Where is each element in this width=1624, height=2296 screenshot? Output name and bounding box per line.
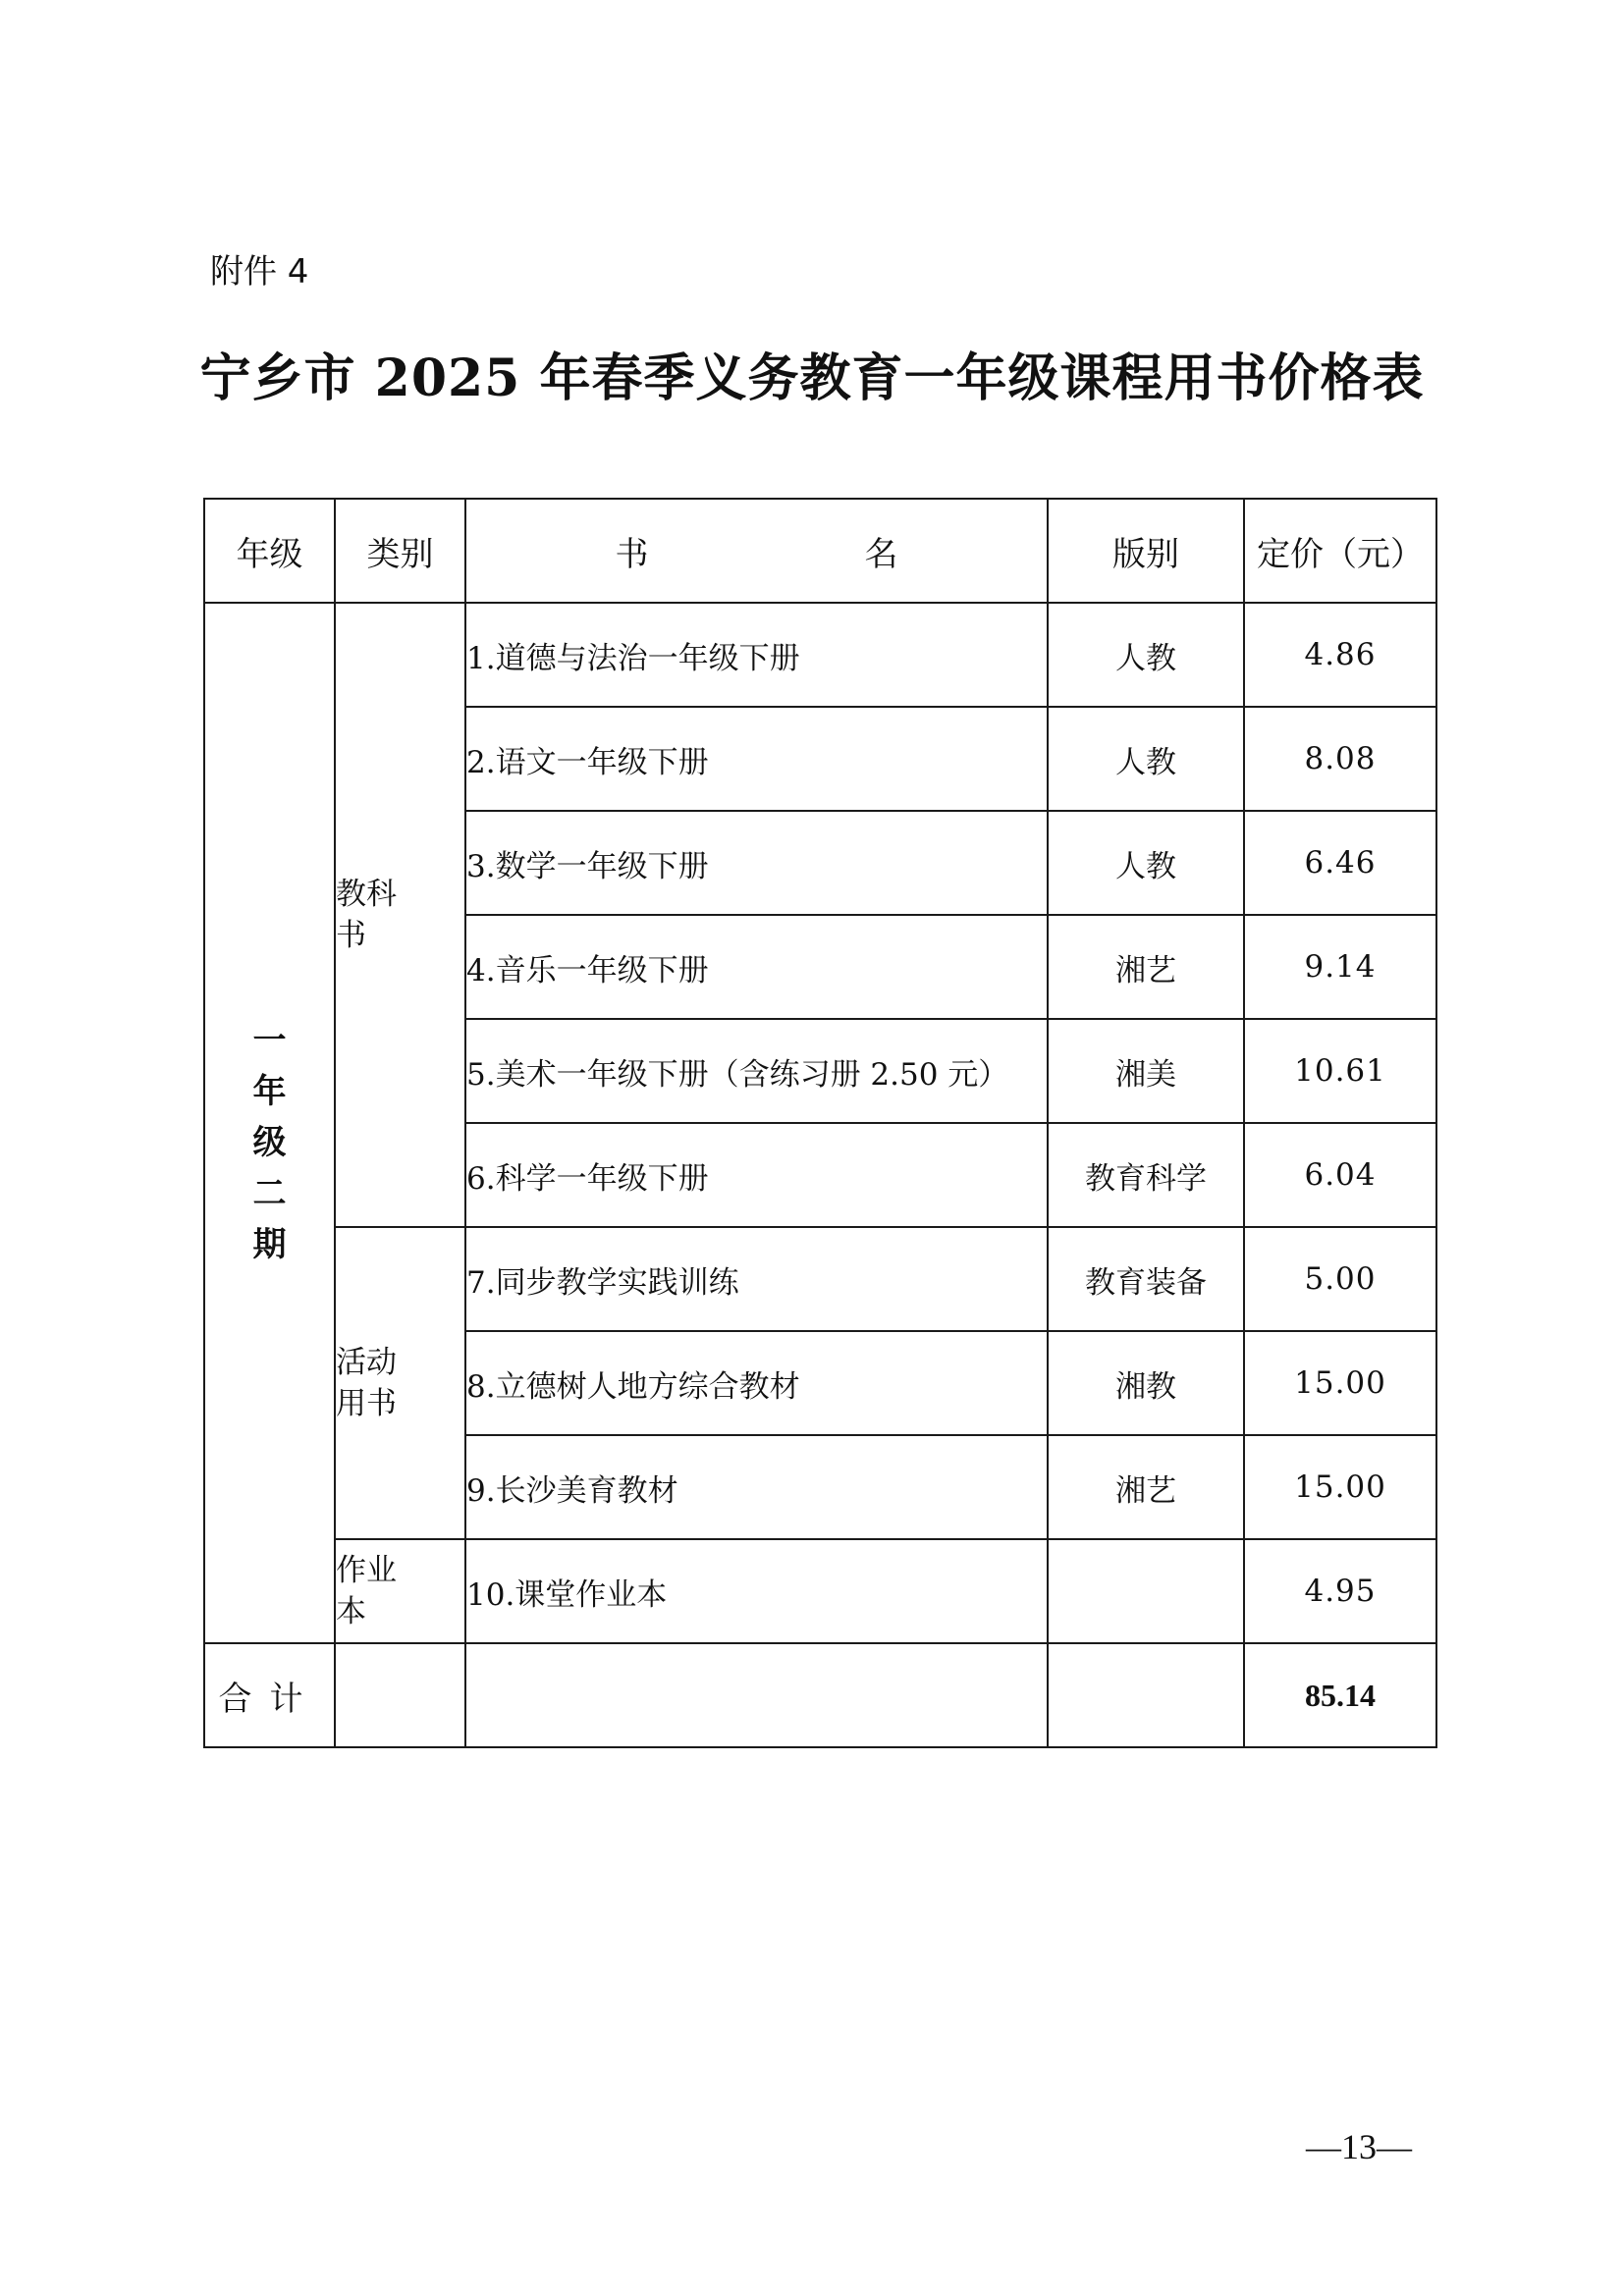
book-price: 8.08 [1244,707,1436,811]
total-label: 合计 [204,1643,335,1747]
book-edition: 教育装备 [1048,1227,1244,1331]
book-name: 4.音乐一年级下册 [465,915,1048,1019]
book-edition: 人教 [1048,811,1244,915]
book-price: 15.00 [1244,1331,1436,1435]
book-price: 5.00 [1244,1227,1436,1331]
book-price: 9.14 [1244,915,1436,1019]
book-price: 4.86 [1244,603,1436,707]
book-name: 10.课堂作业本 [465,1539,1048,1643]
book-name: 8.立德树人地方综合教材 [465,1331,1048,1435]
table-row [204,603,1436,707]
category-textbook-label: 教科书 [336,877,397,953]
book-name: 3.数学一年级下册 [465,811,1048,915]
header-price: 定价（元） [1244,499,1436,603]
total-price: 85.14 [1244,1643,1436,1747]
price-table [203,498,1437,1748]
category-homework [335,1539,465,1643]
grade-cell [204,603,335,1643]
book-price: 15.00 [1244,1435,1436,1539]
book-edition: 人教 [1048,707,1244,811]
table-header-row [204,499,1436,603]
header-book-name-part1: 书 [615,534,649,574]
book-edition: 湘艺 [1048,915,1244,1019]
category-homework-label: 作业本 [336,1553,397,1629]
book-edition: 湘教 [1048,1331,1244,1435]
book-price: 10.61 [1244,1019,1436,1123]
book-price: 4.95 [1244,1539,1436,1643]
header-category: 类别 [335,499,465,603]
total-empty-name [465,1643,1048,1747]
page-number: —13— [1306,2127,1412,2166]
header-book-name-part2: 名 [864,534,898,574]
category-textbook [335,603,465,1227]
book-edition: 湘艺 [1048,1435,1244,1539]
category-activity [335,1227,465,1539]
header-book-name [465,499,1048,603]
total-row [204,1643,1436,1747]
header-grade: 年级 [204,499,335,603]
table-row [204,1539,1436,1643]
total-empty-category [335,1643,465,1747]
book-name: 6.科学一年级下册 [465,1123,1048,1227]
attachment-label: 附件 4 [210,252,309,292]
book-name: 1.道德与法治一年级下册 [465,603,1048,707]
book-edition: 人教 [1048,603,1244,707]
book-price: 6.46 [1244,811,1436,915]
book-name: 2.语文一年级下册 [465,707,1048,811]
book-edition [1048,1539,1244,1643]
book-name: 7.同步教学实践训练 [465,1227,1048,1331]
book-edition: 教育科学 [1048,1123,1244,1227]
table-row [204,1227,1436,1331]
book-name: 5.美术一年级下册（含练习册 2.50 元） [465,1019,1048,1123]
header-edition: 版别 [1048,499,1244,603]
book-price: 6.04 [1244,1123,1436,1227]
book-edition: 湘美 [1048,1019,1244,1123]
book-name: 9.长沙美育教材 [465,1435,1048,1539]
category-activity-label: 活动用书 [336,1345,397,1421]
page-title: 宁乡市 2025 年春季义务教育一年级课程用书价格表 [199,348,1425,408]
grade-label: 一年级二期 [252,1021,287,1264]
total-empty-edition [1048,1643,1244,1747]
